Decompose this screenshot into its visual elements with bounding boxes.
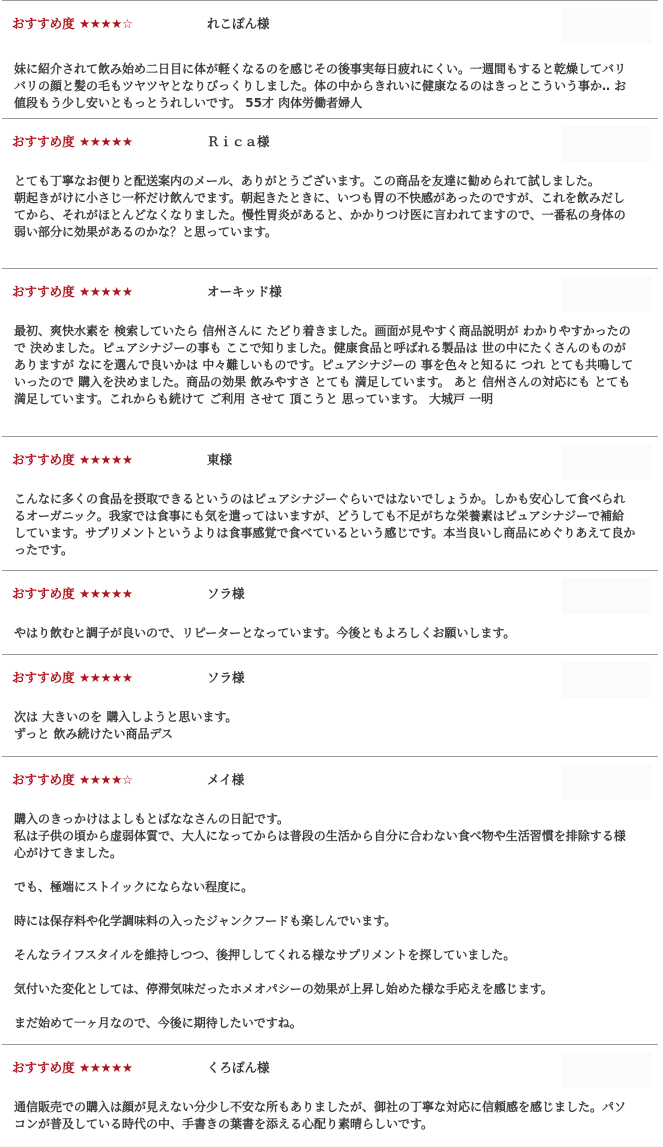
review-list: [2, 0, 658, 1139]
review-header: [2, 269, 658, 313]
reviewer-name: メイ様: [207, 772, 245, 787]
review-paragraph: やはり飲むと調子が良いので、リピーターとなっています。今後ともよろしくお願いします。: [14, 626, 516, 640]
rating-stars: ★★★★★: [79, 452, 133, 467]
review-paragraph: 妹に紹介されて飲み始め二日目に体が軽くなるのを感じその後事実毎日疲れにくい。一週間もすると乾燥してバリバリの顔と髪の毛もツヤツヤとなりびっくりしました。体の中からきれいに健康なるのはきっとこういう事か‥ お値段もう少し安いともっとうれしいです。 55才 肉体労働者婦人: [14, 62, 627, 110]
review-paragraph: でも、極端にストイックにならない程度に。: [14, 880, 254, 894]
rating-label: おすすめ度: [12, 670, 75, 685]
reviewer-name: 東様: [207, 452, 233, 467]
review-header: [2, 655, 658, 699]
rating: [12, 132, 207, 150]
review-paragraph: 気付いた変化としては、停滞気味だったホメオパシーの効果が上昇し始めた様な手応えを感じます。: [14, 982, 553, 996]
review-paragraph: 通信販売での購入は顔が見えない分少し不安な所もありましたが、御社の丁寧な対応に信頼感を感じました。パソコンが普及している時代の中、手書きの葉書を添える心配り素晴らしいです。: [14, 1100, 627, 1131]
rating: [12, 584, 207, 602]
review-paragraph: ずっと 飲み続けたい商品デス: [14, 727, 173, 741]
rating-stars: ★★★★★: [79, 586, 133, 601]
reviewer-name: ソラ様: [207, 586, 245, 601]
review-header: [2, 1, 658, 45]
review-corner-box: [562, 8, 652, 44]
rating-label: おすすめ度: [12, 452, 75, 467]
review-corner-box: [562, 126, 652, 162]
review-item: [2, 1044, 658, 1139]
review-corner-box: [562, 444, 652, 480]
review-item: [2, 268, 658, 436]
review-corner-box: [562, 662, 652, 698]
rating-stars: ★★★★★: [79, 284, 133, 299]
rating: [12, 1058, 207, 1076]
review-paragraph: こんなに多くの食品を摂取できるというのはピュアシナジーぐらいではないでしょうか。しかも安心して食べられるオーガニック。我家では食事にも気を遣ってはいますが、どうしても不足がちな栄養素はピュアシナジーで補給しています。サプリメントというよりは食事感覚で食べているという感じです。本当良いし商品にめぐりあえて良かったです。: [14, 492, 636, 557]
reviewer-name: オーキッド様: [207, 284, 282, 299]
rating-stars: ★★★★★: [79, 670, 133, 685]
review-corner-box: [562, 578, 652, 614]
review-item: [2, 0, 658, 118]
review-text: [2, 481, 658, 571]
rating-stars: ★★★★☆: [79, 16, 133, 31]
rating-stars: ★★★★☆: [79, 772, 133, 787]
rating-label: おすすめ度: [12, 16, 75, 31]
rating-stars: ★★★★★: [79, 134, 133, 149]
review-item: [2, 436, 658, 570]
review-text: [2, 45, 658, 124]
review-header: [2, 757, 658, 801]
rating: [12, 14, 207, 32]
review-item: [2, 570, 658, 654]
review-item: [2, 756, 658, 1044]
review-header: [2, 119, 658, 163]
review-text: [2, 801, 658, 1044]
review-paragraph: 朝起きがけに小さじ一杯だけ飲んでます。朝起きたときに、いつも胃の不快感があったのですが、これを飲みだしてから、それがほとんどなくなりました。慢性胃炎があると、かかりつけ医に言われてますので、一番私の身体の弱い部分に効果があるのかな？と思っています。: [14, 191, 626, 239]
review-text: [2, 313, 658, 420]
review-paragraph: 次は 大きいのを 購入しようと思います。: [14, 710, 238, 724]
review-paragraph: 時には保存料や化学調味料の入ったジャンクフードも楽しんでいます。: [14, 914, 397, 928]
review-paragraph: まだ始めて一ヶ月なので、今後に期待したいですね。: [14, 1016, 302, 1030]
review-corner-box: [562, 1052, 652, 1088]
rating-label: おすすめ度: [12, 586, 75, 601]
review-item: [2, 654, 658, 756]
rating: [12, 450, 207, 468]
review-item: [2, 118, 658, 268]
reviewer-name: れこぽん様: [207, 16, 270, 31]
rating-stars: ★★★★★: [79, 1060, 133, 1075]
rating-label: おすすめ度: [12, 284, 75, 299]
review-text: [2, 615, 658, 654]
reviewer-name: Ｒｉｃａ様: [207, 134, 270, 149]
review-paragraph: とても丁寧なお便りと配送案内のメール、ありがとうございます。この商品を友達に勧められて試しました。: [14, 174, 600, 188]
review-paragraph: 私は子供の頃から虚弱体質で、大人になってからは普段の生活から自分に合わない食べ物や生活習慣を排除する様心がけてきました。: [14, 829, 626, 860]
review-paragraph: 購入のきっかけはよしもとばななさんの日記です。: [14, 812, 290, 826]
review-header: [2, 571, 658, 615]
rating-label: おすすめ度: [12, 772, 75, 787]
rating-label: おすすめ度: [12, 1060, 75, 1075]
review-header: [2, 437, 658, 481]
reviewer-name: くろぽん様: [207, 1060, 270, 1075]
rating-label: おすすめ度: [12, 134, 75, 149]
review-text: [2, 699, 658, 755]
review-corner-box: [562, 276, 652, 312]
rating: [12, 668, 207, 686]
review-header: [2, 1045, 658, 1089]
rating: [12, 770, 207, 788]
rating: [12, 282, 207, 300]
review-text: [2, 163, 658, 253]
review-paragraph: そんなライフスタイルを維持しつつ、後押ししてくれる様なサプリメントを探していました。: [14, 948, 516, 962]
reviewer-name: ソラ様: [207, 670, 245, 685]
review-corner-box: [562, 764, 652, 800]
review-paragraph: 最初、爽快水素を 検索していたら 信州さんに たどり着きました。画面が見やすく商品説明が わかりやすかったので 決めました。ピュアシナジーの事も ここで知りました。健康食品と呼ばれる製品は 世の中にたくさんのものが ありますが なにを選んで良いかは 中々難しいものです。ピュアシナジーの 事を色々と知るに つれ とても共鳴していったので 購入を決めました。商品の効果 飲みやすさ とても 満足しています。 あと 信州さんの対応にも とても満足しています。これからも続けて ご利用 させて 頂こうと 思っています。 大城戸 一明: [14, 324, 634, 406]
review-text: [2, 1089, 658, 1145]
